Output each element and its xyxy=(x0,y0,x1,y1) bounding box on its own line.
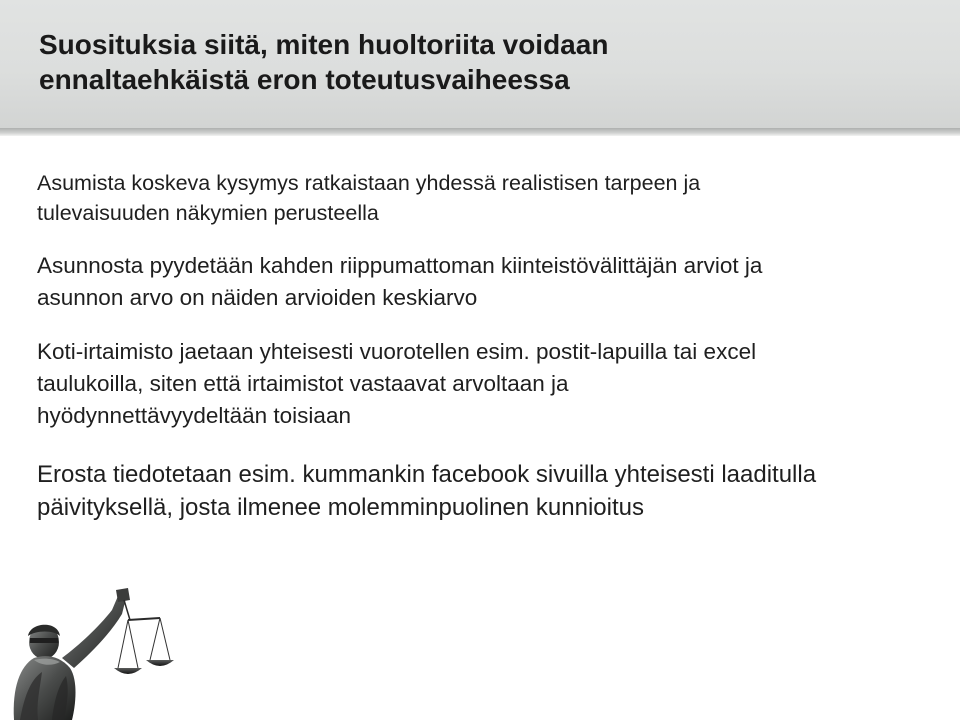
slide-title-line-2: ennaltaehkäistä eron toteutusvaiheessa xyxy=(39,64,570,95)
bullet-item-household-goods xyxy=(37,336,937,432)
bullet-line: taulukoilla, siten että irtaimistot vastaavat arvoltaan ja xyxy=(37,371,569,396)
bullet-line: asunnon arvo on näiden arvioiden keskiarvo xyxy=(37,285,478,310)
bullet-item-valuation xyxy=(37,250,937,314)
bullet-line: Koti-irtaimisto jaetaan yhteisesti vuorotellen esim. postit-lapuilla tai excel xyxy=(37,339,757,364)
bullet-list xyxy=(37,168,937,524)
bullet-line: hyödynnettävyydeltään toisiaan xyxy=(37,403,351,428)
bullet-line: tulevaisuuden näkymien perusteella xyxy=(37,201,379,225)
bullet-line: päivityksellä, josta ilmenee molemminpuolinen kunnioitus xyxy=(37,494,644,521)
bullet-line: Asunnosta pyydetään kahden riippumattoman kiinteistövälittäjän arviot ja xyxy=(37,253,763,278)
title-band-shadow xyxy=(0,128,960,136)
bullet-item-announcement xyxy=(37,458,937,524)
slide-title xyxy=(39,27,919,97)
bullet-line: Asumista koskeva kysymys ratkaistaan yhdessä realistisen tarpeen ja xyxy=(37,171,701,195)
bullet-line: Erosta tiedotetaan esim. kummankin facebook sivuilla yhteisesti laaditulla xyxy=(37,461,817,488)
bullet-item-housing xyxy=(37,168,937,228)
lady-justice-statue-icon xyxy=(0,588,180,720)
slide-title-line-1: Suosituksia siitä, miten huoltoriita voidaan xyxy=(39,29,609,60)
